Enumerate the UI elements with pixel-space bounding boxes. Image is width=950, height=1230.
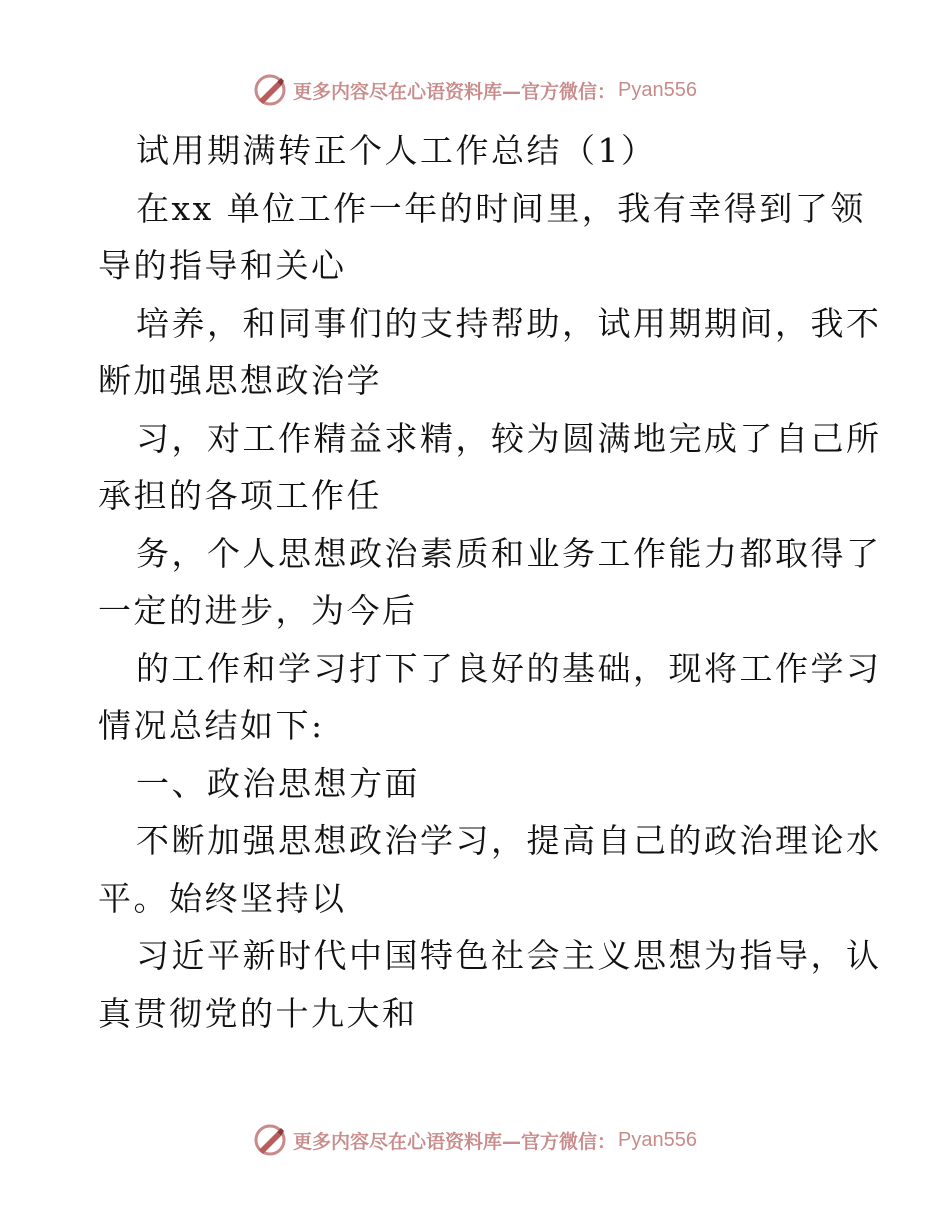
paragraph-continuation: 断加强思想政治学	[98, 361, 382, 400]
paragraph-first-line: 习近平新时代中国特色社会主义思想为指导，认	[136, 936, 882, 975]
paragraph-first-line: 的工作和学习打下了良好的基础，现将工作学习	[136, 648, 882, 688]
watermark-text: 更多内容尽在心语资料库—官方微信：	[293, 1130, 617, 1153]
paragraph	[98, 180, 866, 295]
watermark-handle: Pyan556	[618, 1128, 697, 1151]
paragraph-first-line: 培养，和同事们的支持帮助，试用期期间，我不	[136, 303, 882, 343]
paragraph-first-line: 试用期满转正个人工作总结（1）	[136, 131, 657, 170]
watermark-handle: Pyan556	[618, 78, 697, 101]
paragraph	[98, 410, 882, 525]
pen-logo-icon	[253, 1123, 287, 1157]
paragraph-continuation: 情况总结如下:	[98, 706, 325, 745]
watermark-text: 更多内容尽在心语资料库—官方微信：	[293, 80, 617, 103]
paragraph	[98, 927, 882, 1042]
paragraph	[98, 295, 882, 410]
document-body	[98, 122, 882, 1042]
paragraph-continuation: 平。始终坚持以	[98, 878, 347, 918]
footer-watermark	[0, 1120, 950, 1160]
paragraph-continuation: 真贯彻党的十九大和	[98, 993, 418, 1033]
paragraph	[98, 525, 882, 640]
paragraph-first-line: 不断加强思想政治学习，提高自己的政治理论水	[136, 821, 882, 860]
paragraph-first-line: 一、政治思想方面	[136, 763, 420, 803]
paragraph	[98, 640, 882, 755]
pen-logo-icon	[253, 73, 287, 107]
paragraph	[98, 812, 882, 927]
paragraph-continuation: 一定的进步，为今后	[98, 591, 418, 630]
paragraph-first-line: 在xx 单位工作一年的时间里，我有幸得到了领	[136, 188, 866, 228]
document-title	[98, 122, 858, 180]
paragraph-continuation: 承担的各项工作任	[98, 476, 382, 515]
section-heading	[98, 755, 858, 813]
paragraph-continuation: 导的指导和关心	[98, 246, 347, 285]
paragraph-first-line: 习，对工作精益求精，较为圆满地完成了自己所	[136, 418, 882, 458]
paragraph-first-line: 务，个人思想政治素质和业务工作能力都取得了	[136, 533, 882, 573]
header-watermark	[0, 70, 950, 110]
